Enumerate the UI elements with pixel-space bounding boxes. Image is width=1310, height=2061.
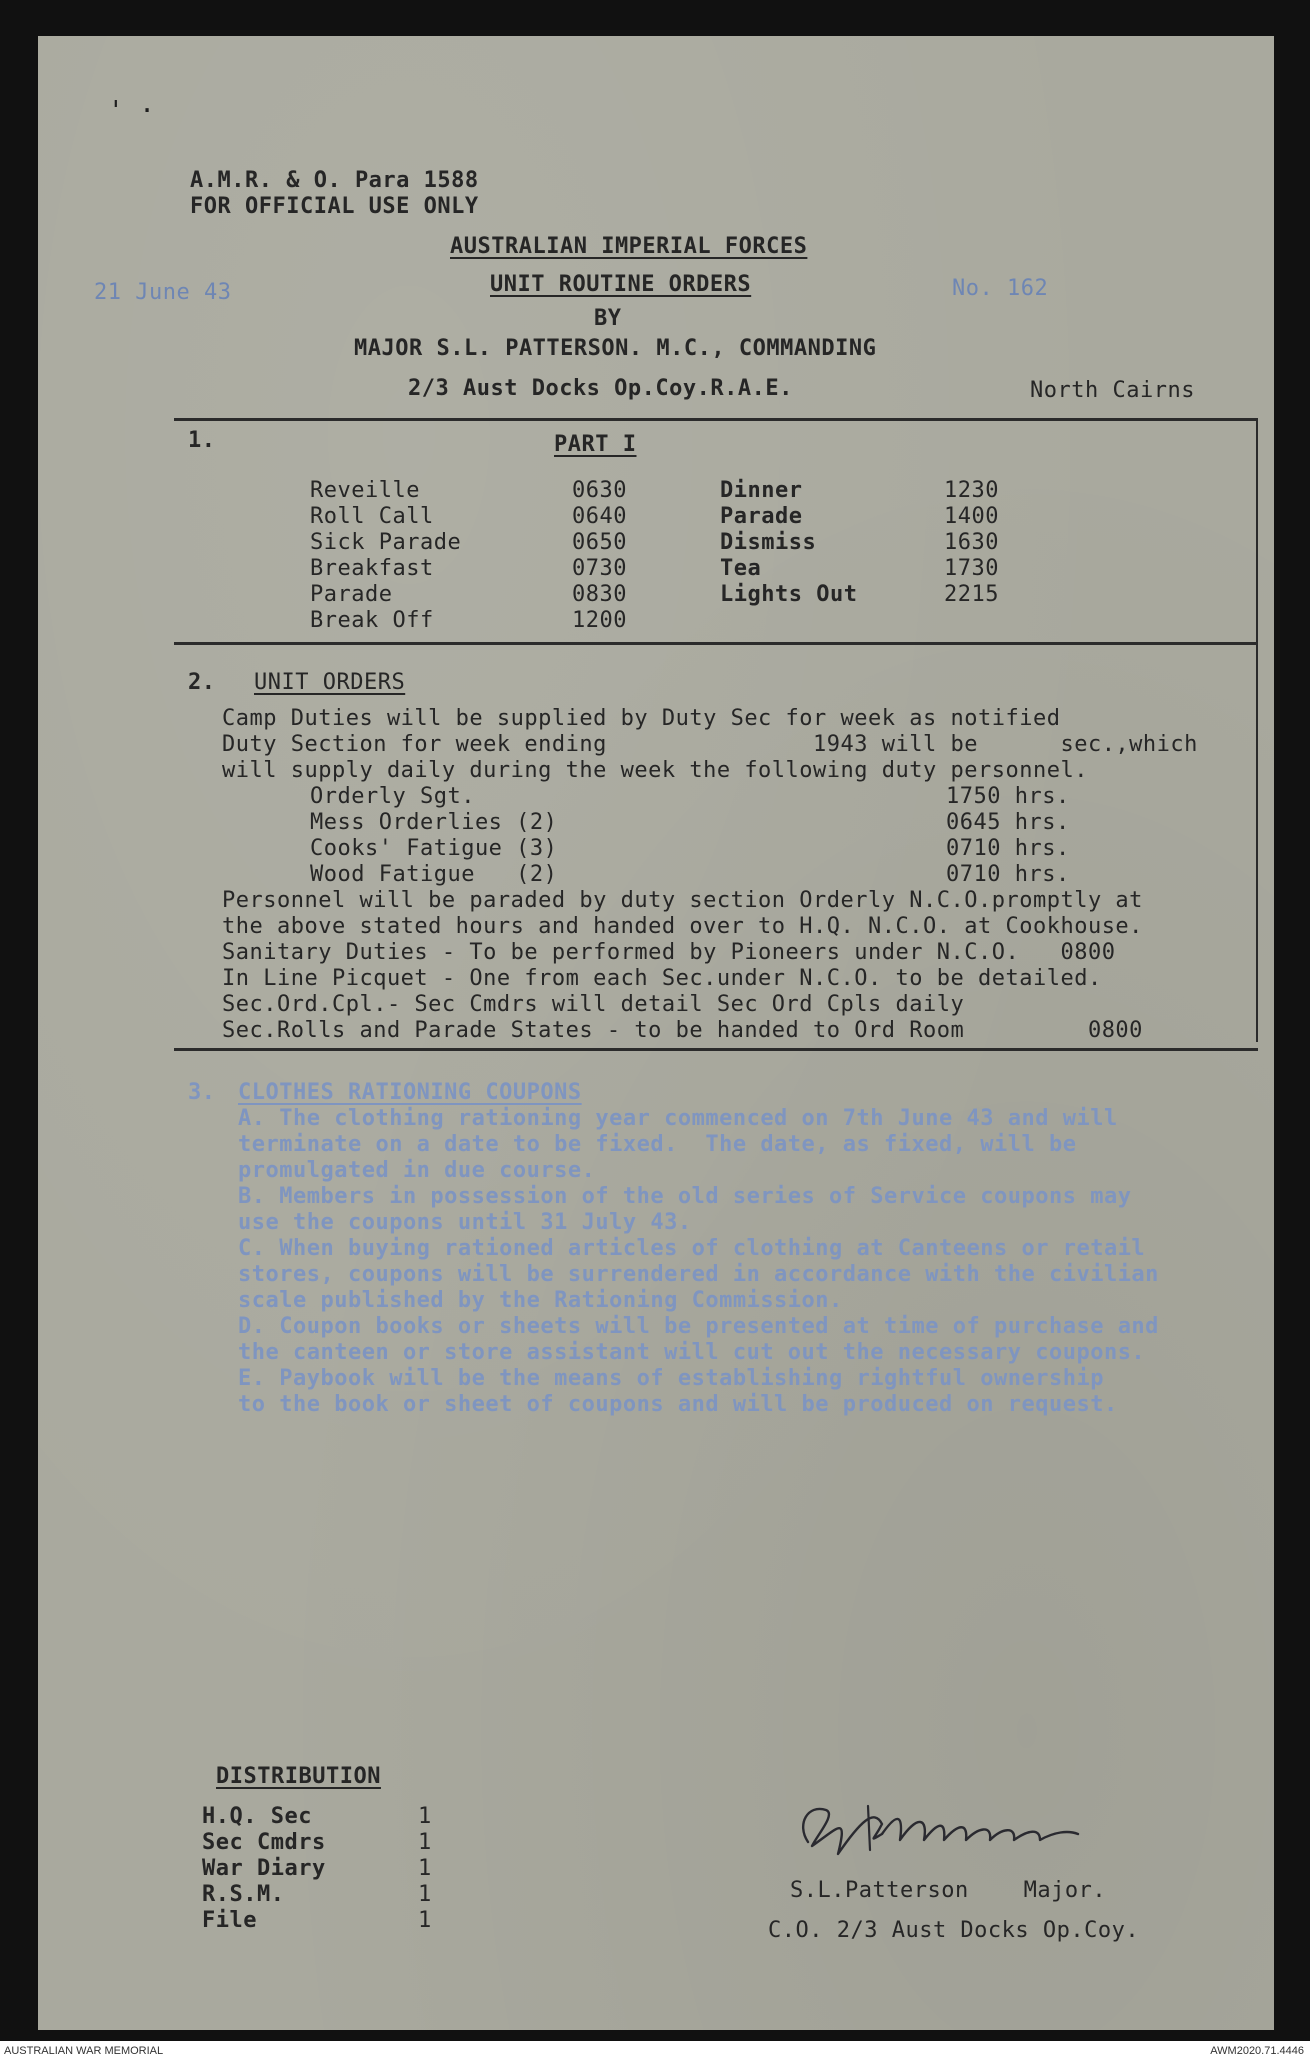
distribution-label: War Diary	[202, 1856, 326, 1881]
schedule-label: Parade	[310, 582, 393, 607]
signatory-name: S.L.Patterson Major.	[790, 1878, 1107, 1903]
order-line: Camp Duties will be supplied by Duty Sec for week as notified	[222, 706, 1061, 731]
schedule-time: 1730	[944, 556, 999, 581]
distribution-label: File	[202, 1908, 257, 1933]
duty-time: 0645 hrs.	[946, 810, 1070, 835]
schedule-time: 1200	[572, 608, 627, 633]
schedule-label: Lights Out	[720, 582, 858, 607]
distribution-count: 1	[418, 1804, 432, 1829]
duty-label: Cooks' Fatigue (3)	[310, 836, 558, 861]
schedule-label: Reveille	[310, 478, 420, 503]
section-rule	[174, 642, 1258, 645]
duty-time: 1750 hrs.	[946, 784, 1070, 809]
rationing-line: A. The clothing rationing year commenced on 7th June 43 and will	[238, 1106, 1118, 1131]
order-line: the above stated hours and handed over to H.Q. N.C.O. at Cookhouse.	[222, 914, 1143, 939]
rationing-line: B. Members in possession of the old series of Service coupons may	[238, 1184, 1132, 1209]
schedule-label: Break Off	[310, 608, 434, 633]
section-number: 1.	[188, 428, 216, 453]
distribution-label: Sec Cmdrs	[202, 1830, 326, 1855]
rationing-line: to the book or sheet of coupons and will be produced on request.	[238, 1392, 1118, 1417]
official-use-line: FOR OFFICIAL USE ONLY	[190, 194, 479, 219]
schedule-time: 0630	[572, 478, 627, 503]
archive-reference: AWM2020.71.4446	[1210, 2045, 1304, 2057]
schedule-label: Parade	[720, 504, 803, 529]
distribution-label: R.S.M.	[202, 1882, 285, 1907]
unit-line: 2/3 Aust Docks Op.Coy.R.A.E.	[408, 376, 793, 401]
section-heading: UNIT ORDERS	[254, 670, 406, 695]
archive-credit: AUSTRALIAN WAR MEMORIAL	[4, 2045, 164, 2057]
document-title: UNIT ROUTINE ORDERS	[490, 272, 752, 297]
commander-line: MAJOR S.L. PATTERSON. M.C., COMMANDING	[354, 336, 877, 361]
schedule-label: Tea	[720, 556, 762, 581]
rationing-line: promulgated in due course.	[238, 1158, 596, 1183]
rationing-line: C. When buying rationed articles of clothing at Canteens or retail	[238, 1236, 1146, 1261]
schedule-time: 1630	[944, 530, 999, 555]
duty-label: Mess Orderlies (2)	[310, 810, 558, 835]
order-line: Personnel will be paraded by duty section Orderly N.C.O.promptly at	[222, 888, 1143, 913]
distribution-count: 1	[418, 1882, 432, 1907]
schedule-label: Breakfast	[310, 556, 434, 581]
schedule-label: Sick Parade	[310, 530, 462, 555]
handwritten-signature	[778, 1784, 1118, 1864]
schedule-time: 0830	[572, 582, 627, 607]
schedule-time: 0650	[572, 530, 627, 555]
schedule-time: 0640	[572, 504, 627, 529]
stray-mark: ' ·	[108, 96, 155, 126]
rationing-line: the canteen or store assistant will cut out the necessary coupons.	[238, 1340, 1146, 1365]
margin-rule	[1256, 420, 1258, 1042]
distribution-count: 1	[418, 1830, 432, 1855]
section-rule	[174, 1048, 1258, 1051]
rationing-line: use the coupons until 31 July 43.	[238, 1210, 692, 1235]
section-heading: PART I	[554, 432, 637, 457]
distribution-count: 1	[418, 1908, 432, 1933]
order-line: In Line Picquet - One from each Sec.under N.C.O. to be detailed.	[222, 966, 1102, 991]
organisation-title: AUSTRALIAN IMPERIAL FORCES	[450, 234, 808, 259]
location-line: North Cairns	[1030, 378, 1195, 403]
schedule-time: 2215	[944, 582, 999, 607]
distribution-label: H.Q. Sec	[202, 1804, 312, 1829]
section-number: 3.	[188, 1080, 216, 1105]
rationing-line: stores, coupons will be surrendered in accordance with the civilian	[238, 1262, 1159, 1287]
order-number: No. 162	[952, 276, 1049, 301]
order-line: Sec.Ord.Cpl.- Sec Cmdrs will detail Sec Ord Cpls daily	[222, 992, 965, 1017]
schedule-time: 1400	[944, 504, 999, 529]
duty-label: Orderly Sgt.	[310, 784, 475, 809]
section-rule	[174, 418, 1258, 421]
rationing-line: terminate on a date to be fixed. The date, as fixed, will be	[238, 1132, 1077, 1157]
order-line: will supply daily during the week the following duty personnel.	[222, 758, 1088, 783]
document-page	[38, 36, 1274, 2030]
section-heading: CLOTHES RATIONING COUPONS	[238, 1080, 582, 1105]
order-line: Duty Section for week ending 1943 will be sec.,which	[222, 732, 1198, 757]
rationing-line: scale published by the Rationing Commission.	[238, 1288, 843, 1313]
distribution-heading: DISTRIBUTION	[216, 1764, 381, 1789]
order-date: 21 June 43	[94, 280, 232, 305]
signatory-title: C.O. 2/3 Aust Docks Op.Coy.	[768, 1918, 1140, 1943]
schedule-time: 1230	[944, 478, 999, 503]
schedule-time: 0730	[572, 556, 627, 581]
distribution-count: 1	[418, 1856, 432, 1881]
rationing-line: D. Coupon books or sheets will be presented at time of purchase and	[238, 1314, 1159, 1339]
schedule-label: Roll Call	[310, 504, 434, 529]
order-line: Sanitary Duties - To be performed by Pioneers under N.C.O. 0800	[222, 940, 1116, 965]
by-line: BY	[594, 306, 622, 331]
schedule-label: Dinner	[720, 478, 803, 503]
duty-label: Wood Fatigue (2)	[310, 862, 558, 887]
section-number: 2.	[188, 670, 216, 695]
reference-line: A.M.R. & O. Para 1588	[190, 168, 479, 193]
duty-time: 0710 hrs.	[946, 862, 1070, 887]
duty-time: 0710 hrs.	[946, 836, 1070, 861]
rationing-line: E. Paybook will be the means of establishing rightful ownership	[238, 1366, 1104, 1391]
schedule-label: Dismiss	[720, 530, 817, 555]
order-line: Sec.Rolls and Parade States - to be handed to Ord Room 0800	[222, 1018, 1143, 1043]
